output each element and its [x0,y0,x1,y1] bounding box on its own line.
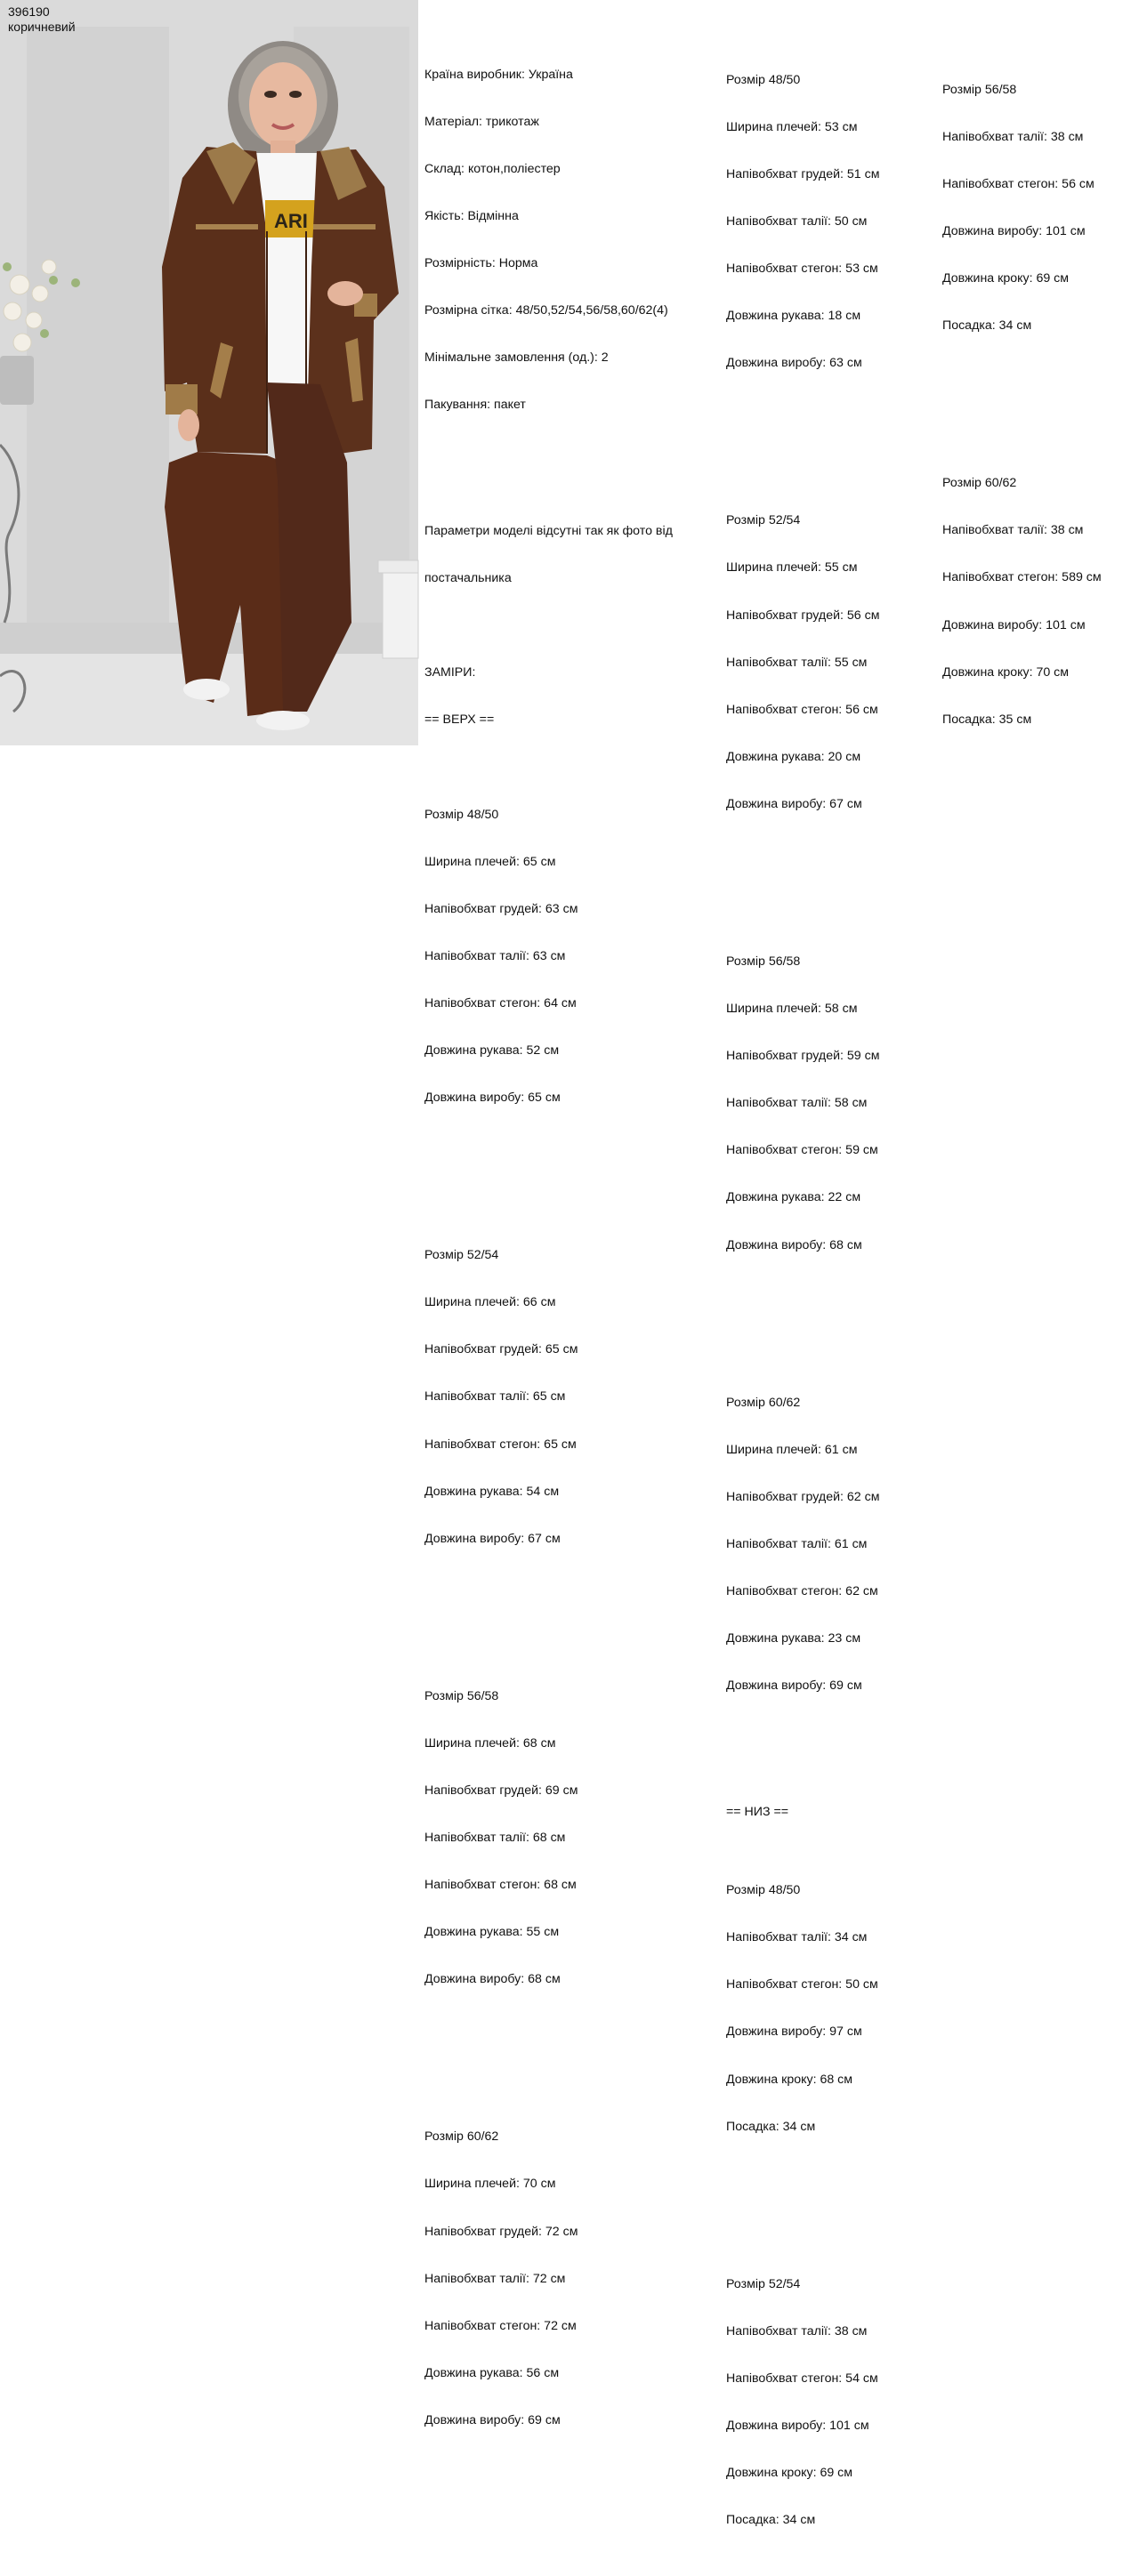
measure-line: Напівобхват стегон: 589 см [942,570,1102,585]
size-title: Розмір 60/62 [726,1395,801,1410]
measure-line: Довжина виробу: 63 см [726,356,862,371]
measure-line: Довжина кроку: 69 см [942,271,1070,286]
measure-line: Довжина виробу: 67 см [726,796,862,811]
size-block [942,51,1102,366]
measure-line: Напівобхват талії: 72 см [424,2271,566,2286]
measure-line: Напівобхват грудей: 56 см [726,608,880,623]
spacer [726,435,879,451]
size-title: Розмір 52/54 [424,1248,499,1263]
info-line: Розмірна сітка: 48/50,52/54,56/58,60/62(4) [424,303,668,318]
spacer [726,1758,879,1774]
size-title: Розмір 48/50 [726,72,801,87]
measure-line: Посадка: 35 см [942,712,1032,727]
size-block [726,1852,879,2167]
measure-line: Довжина кроку: 69 см [726,2466,853,2480]
measure-line: Довжина виробу: 69 см [726,1678,862,1694]
measure-line: Ширина плечей: 68 см [424,1735,556,1751]
measure-line: Напівобхват стегон: 64 см [424,996,577,1011]
size-title: Розмір 56/58 [424,1688,499,1703]
info-line: Склад: котон,поліестер [424,162,561,176]
spacer [424,1170,673,1186]
measure-line: Напівобхват талії: 68 см [424,1831,566,1846]
size-block [424,1657,673,2019]
measure-line: Напівобхват стегон: 54 см [726,2371,878,2386]
measure-line: Напівобхват стегон: 56 см [726,702,878,717]
size-block [424,2098,673,2460]
measure-line: Довжина виробу: 101 см [942,224,1086,239]
info-line: Мінімальне замовлення (од.): 2 [424,350,609,366]
measure-line: Довжина виробу: 67 см [424,1531,561,1546]
info-line: Якість: Відмінна [424,209,519,224]
measure-line: Довжина кроку: 70 см [942,664,1070,680]
measure-line: Напівобхват стегон: 53 см [726,262,878,277]
measure-line: Ширина плечей: 66 см [424,1295,556,1310]
measure-line: Напівобхват талії: 63 см [424,948,566,963]
size-title: Розмір 48/50 [424,807,499,822]
product-info [424,36,673,445]
measure-line: Довжина виробу: 68 см [726,1237,862,1252]
measure-line: Довжина рукава: 20 см [726,749,861,764]
measure-line: Напівобхват стегон: 68 см [424,1878,577,1893]
measure-line: Довжина рукава: 55 см [424,1925,560,1940]
info-line: Пакування: пакет [424,398,526,413]
measure-line: Напівобхват талії: 61 см [726,1536,868,1551]
product-photo-illustration [0,0,418,745]
size-title: Розмір 60/62 [424,2129,499,2145]
measure-line: Посадка: 34 см [726,2513,816,2528]
measure-line: Довжина рукава: 56 см [424,2365,560,2380]
note-line: Параметри моделі відсутні так як фото від [424,524,673,539]
shirt-print-text: ARI [274,210,308,232]
spacer [726,2198,879,2214]
size-title: Розмір 56/58 [726,954,801,969]
spacer [424,2051,673,2067]
product-photo [0,0,418,745]
spacer [424,1610,673,1626]
measure-line: Посадка: 34 см [726,2119,816,2134]
spacer [726,1316,879,1332]
measure-line: Довжина виробу: 65 см [424,1091,561,1106]
measure-line: Довжина виробу: 68 см [424,1972,561,1987]
measure-line: Напівобхват стегон: 72 см [424,2318,577,2333]
measure-line: Напівобхват стегон: 62 см [726,1583,878,1598]
size-block [726,2245,879,2560]
measure-line: Довжина рукава: 23 см [726,1630,861,1646]
bottom-section-title: == НИЗ == [726,1804,789,1819]
size-block [942,445,1102,760]
measure-line: Ширина плечей: 61 см [726,1442,858,1457]
size-block [726,482,879,844]
measure-line: Посадка: 34 см [942,318,1032,334]
note-line: постачальника [424,571,512,586]
spacer [424,477,673,493]
measure-line: Напівобхват грудей: 59 см [726,1049,880,1064]
measure-line: Напівобхват грудей: 72 см [424,2224,578,2239]
size-block [424,776,673,1138]
measure-line: Довжина рукава: 54 см [424,1484,560,1499]
measure-line: Напівобхват талії: 55 см [726,655,868,670]
measure-line: Довжина рукава: 22 см [726,1190,861,1205]
size-block [726,41,879,403]
measurements-title: ЗАМІРИ: [424,665,476,680]
measure-line: Напівобхват грудей: 51 см [726,167,880,181]
measure-line: Ширина плечей: 65 см [424,854,556,869]
measure-line: Напівобхват талії: 38 см [942,129,1084,144]
measure-line: Напівобхват стегон: 50 см [726,1977,878,1992]
measure-line: Напівобхват стегон: 65 см [424,1437,577,1452]
measure-line: Ширина плечей: 55 см [726,560,858,576]
measure-line: Напівобхват грудей: 62 см [726,1489,880,1504]
measure-line: Напівобхват стегон: 59 см [726,1143,878,1158]
measure-line: Довжина виробу: 101 см [942,617,1086,632]
measure-line: Довжина виробу: 69 см [424,2412,561,2427]
measure-line: Напівобхват талії: 50 см [726,214,868,229]
measure-line: Довжина кроку: 68 см [726,2072,853,2087]
measure-line: Довжина виробу: 97 см [726,2025,862,2040]
product-color: коричневий [8,20,76,34]
size-title: Розмір 60/62 [942,476,1017,491]
details-column-1 [424,4,673,2476]
size-title: Розмір 52/54 [726,2276,801,2291]
measure-line: Напівобхват стегон: 56 см [942,177,1095,191]
measure-line: Напівобхват талії: 34 см [726,1930,868,1945]
info-line: Країна виробник: Україна [424,67,573,82]
measure-line: Ширина плечей: 53 см [726,119,858,134]
details-column-3 [942,20,1102,776]
size-block [726,923,879,1285]
measure-line: Ширина плечей: 58 см [726,1002,858,1017]
measure-line: Напівобхват талії: 58 см [726,1096,868,1111]
measure-line: Напівобхват талії: 38 см [726,2323,868,2339]
measure-line: Напівобхват грудей: 65 см [424,1342,578,1357]
measure-line: Довжина виробу: 101 см [726,2418,869,2433]
measure-line: Напівобхват талії: 38 см [942,523,1084,538]
info-line: Матеріал: трикотаж [424,114,539,129]
size-block [424,1217,673,1579]
measure-line: Ширина плечей: 70 см [424,2177,556,2192]
measure-line: Довжина рукава: 18 см [726,309,861,324]
spacer [726,875,879,891]
product-id: 396190 [8,4,50,19]
size-title: Розмір 48/50 [726,1883,801,1898]
details-column-2 [726,10,879,2576]
size-title: Розмір 56/58 [942,82,1017,97]
measure-line: Напівобхват талії: 65 см [424,1389,566,1405]
size-title: Розмір 52/54 [726,513,801,528]
spacer [424,618,673,634]
info-line: Розмірність: Норма [424,256,538,271]
measure-line: Напівобхват грудей: 69 см [424,1783,578,1798]
size-block [726,1364,879,1726]
top-section-title: == ВЕРХ == [424,712,495,728]
measure-line: Напівобхват грудей: 63 см [424,901,578,916]
spacer [942,398,1102,414]
measure-line: Довжина рукава: 52 см [424,1043,560,1059]
